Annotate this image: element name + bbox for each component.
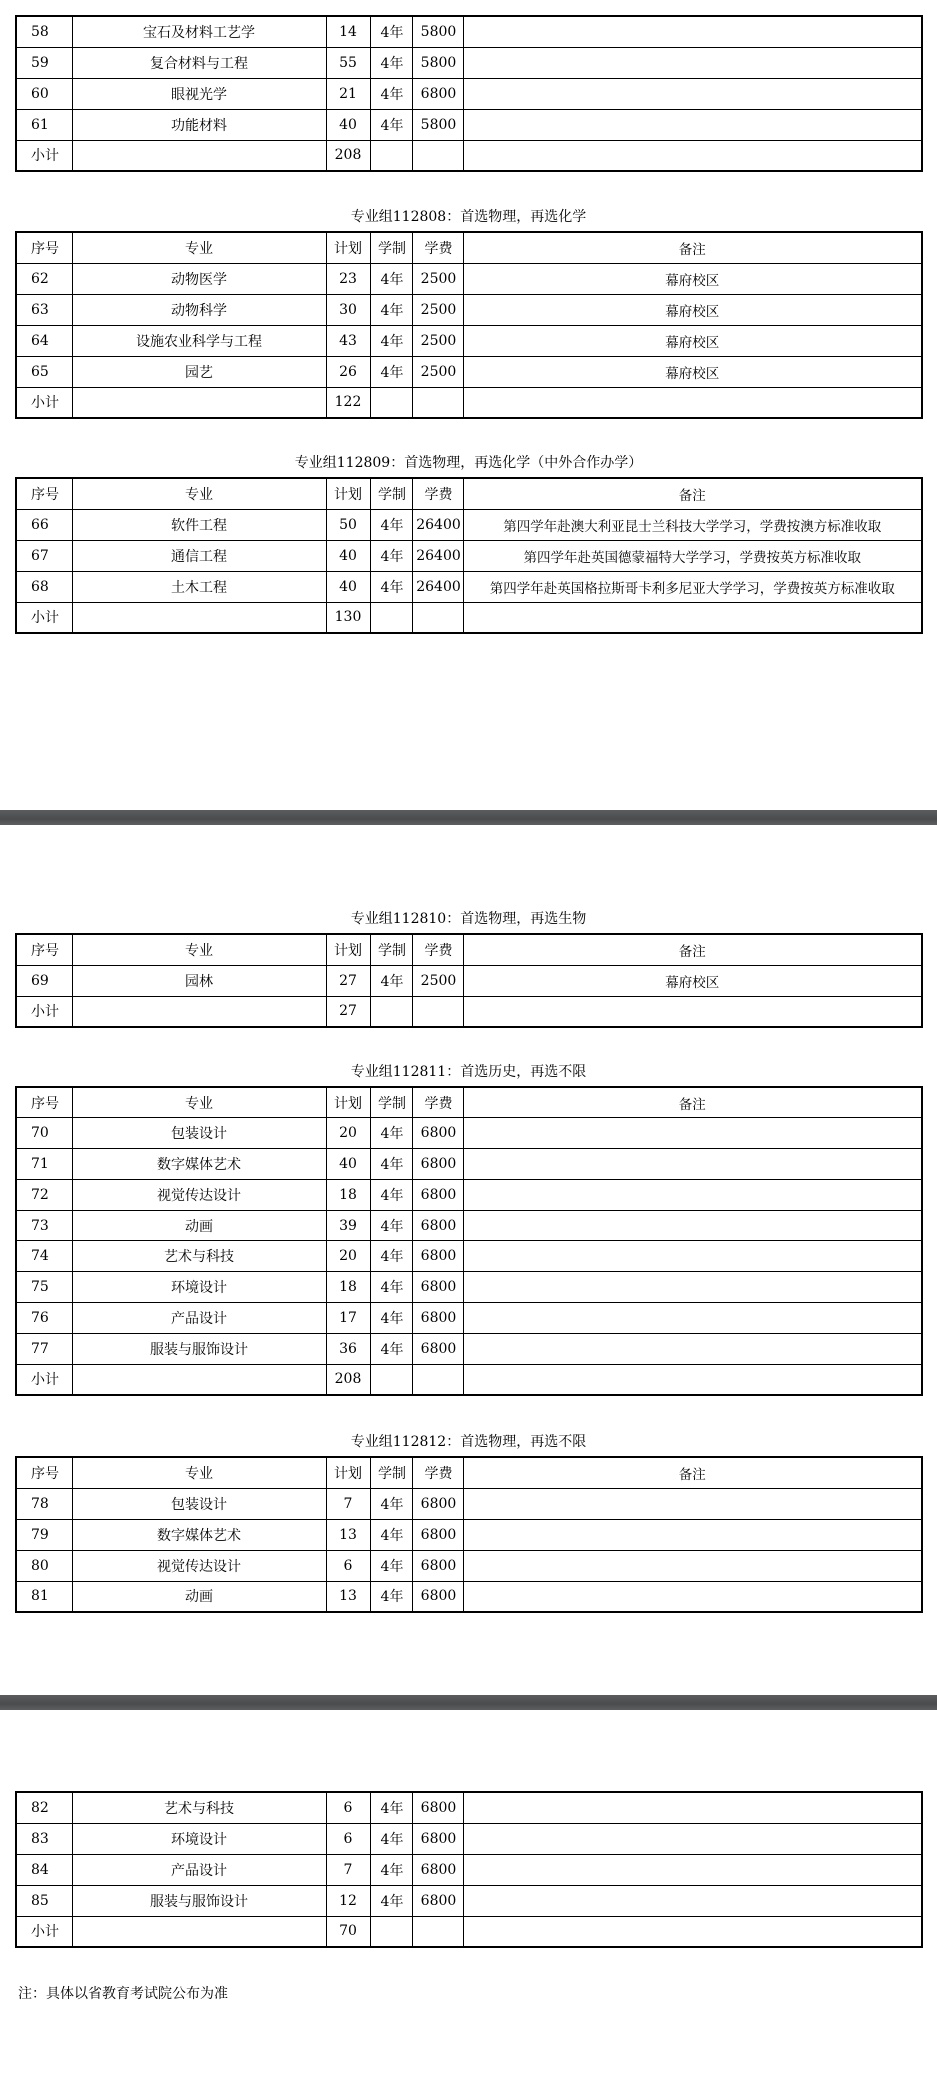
cell-no: 66 xyxy=(16,509,72,540)
cell-no: 64 xyxy=(16,325,72,356)
cell-note: 幕府校区 xyxy=(463,263,922,294)
table-row xyxy=(16,571,922,602)
table-row xyxy=(16,1272,922,1303)
cell-major: 视觉传达设计 xyxy=(72,1179,326,1210)
header-note: 备注 xyxy=(463,232,922,263)
cell-note: 第四学年赴英国格拉斯哥卡利多尼亚大学学习，学费按英方标准收取 xyxy=(463,571,922,602)
cell-major: 动画 xyxy=(72,1210,326,1241)
cell-no: 70 xyxy=(16,1118,72,1149)
header-fee: 学费 xyxy=(412,232,463,263)
subtotal-empty xyxy=(72,602,326,633)
subtotal-row xyxy=(16,387,922,418)
cell-no: 67 xyxy=(16,540,72,571)
cell-fee: 6800 xyxy=(412,1823,463,1854)
table-row xyxy=(16,356,922,387)
cell-years: 4年 xyxy=(370,1550,412,1581)
cell-major: 包装设计 xyxy=(72,1488,326,1519)
cell-note xyxy=(463,78,922,109)
cell-major: 数字媒体艺术 xyxy=(72,1149,326,1180)
table-row xyxy=(16,325,922,356)
cell-years: 4年 xyxy=(370,1885,412,1916)
header-major: 专业 xyxy=(72,1457,326,1488)
cell-no: 63 xyxy=(16,294,72,325)
cell-years: 4年 xyxy=(370,1792,412,1823)
cell-years: 4年 xyxy=(370,1179,412,1210)
cell-fee: 6800 xyxy=(412,1854,463,1885)
table-row xyxy=(16,1179,922,1210)
cell-major: 眼视光学 xyxy=(72,78,326,109)
header-fee: 学费 xyxy=(412,934,463,965)
cell-fee: 6800 xyxy=(412,1303,463,1334)
cell-years: 4年 xyxy=(370,571,412,602)
cell-plan: 40 xyxy=(326,1149,370,1180)
cell-no: 82 xyxy=(16,1792,72,1823)
header-plan: 计划 xyxy=(326,1457,370,1488)
subtotal-value: 27 xyxy=(326,996,370,1027)
header-major: 专业 xyxy=(72,1087,326,1118)
cell-years: 4年 xyxy=(370,109,412,140)
cell-years: 4年 xyxy=(370,16,412,47)
cell-plan: 36 xyxy=(326,1333,370,1364)
subtotal-empty xyxy=(412,387,463,418)
table-row xyxy=(16,47,922,78)
cell-plan: 13 xyxy=(326,1519,370,1550)
table-row xyxy=(16,1303,922,1334)
header-plan: 计划 xyxy=(326,232,370,263)
cell-no: 84 xyxy=(16,1854,72,1885)
cell-major: 服装与服饰设计 xyxy=(72,1333,326,1364)
subtotal-empty xyxy=(72,996,326,1027)
cell-major: 艺术与科技 xyxy=(72,1241,326,1272)
header-years: 学制 xyxy=(370,1087,412,1118)
cell-fee: 6800 xyxy=(412,1272,463,1303)
cell-plan: 39 xyxy=(326,1210,370,1241)
cell-no: 59 xyxy=(16,47,72,78)
cell-years: 4年 xyxy=(370,509,412,540)
cell-fee: 6800 xyxy=(412,1488,463,1519)
header-years: 学制 xyxy=(370,1457,412,1488)
group-title: 专业组112812：首选物理，再选不限 xyxy=(350,1434,587,1450)
header-no: 序号 xyxy=(16,232,72,263)
cell-plan: 7 xyxy=(326,1854,370,1885)
subtotal-label: 小计 xyxy=(16,996,72,1027)
cell-years: 4年 xyxy=(370,1210,412,1241)
cell-plan: 12 xyxy=(326,1885,370,1916)
cell-note xyxy=(463,1303,922,1334)
header-fee: 学费 xyxy=(412,1457,463,1488)
cell-fee: 26400 xyxy=(412,509,463,540)
cell-note xyxy=(463,1854,922,1885)
cell-note xyxy=(463,1118,922,1149)
cell-no: 62 xyxy=(16,263,72,294)
group-title: 专业组112811：首选历史，再选不限 xyxy=(350,1064,587,1080)
subtotal-label: 小计 xyxy=(16,602,72,633)
table-row xyxy=(16,16,922,47)
cell-fee: 6800 xyxy=(412,1179,463,1210)
cell-fee: 6800 xyxy=(412,1550,463,1581)
cell-note: 幕府校区 xyxy=(463,294,922,325)
cell-major: 动画 xyxy=(72,1581,326,1612)
cell-no: 58 xyxy=(16,16,72,47)
cell-note xyxy=(463,1550,922,1581)
table-row xyxy=(16,1885,922,1916)
cell-major: 包装设计 xyxy=(72,1118,326,1149)
cell-fee: 5800 xyxy=(412,47,463,78)
cell-major: 动物科学 xyxy=(72,294,326,325)
table-group-112810 xyxy=(15,933,923,1028)
cell-no: 73 xyxy=(16,1210,72,1241)
table-group-112808 xyxy=(15,231,923,419)
subtotal-empty xyxy=(370,140,412,171)
subtotal-empty xyxy=(370,996,412,1027)
cell-fee: 6800 xyxy=(412,1118,463,1149)
subtotal-label: 小计 xyxy=(16,140,72,171)
header-note: 备注 xyxy=(463,934,922,965)
subtotal-empty xyxy=(463,1364,922,1395)
table-row xyxy=(16,1210,922,1241)
cell-plan: 20 xyxy=(326,1241,370,1272)
cell-fee: 5800 xyxy=(412,109,463,140)
header-plan: 计划 xyxy=(326,1087,370,1118)
subtotal-label: 小计 xyxy=(16,1916,72,1947)
subtotal-empty xyxy=(72,140,326,171)
cell-years: 4年 xyxy=(370,540,412,571)
cell-years: 4年 xyxy=(370,263,412,294)
cell-no: 80 xyxy=(16,1550,72,1581)
table-row xyxy=(16,1823,922,1854)
cell-no: 65 xyxy=(16,356,72,387)
table-row xyxy=(16,1333,922,1364)
subtotal-empty xyxy=(412,602,463,633)
cell-major: 环境设计 xyxy=(72,1823,326,1854)
subtotal-row xyxy=(16,1364,922,1395)
subtotal-value: 70 xyxy=(326,1916,370,1947)
cell-no: 72 xyxy=(16,1179,72,1210)
header-major: 专业 xyxy=(72,478,326,509)
cell-fee: 2500 xyxy=(412,263,463,294)
cell-plan: 21 xyxy=(326,78,370,109)
cell-plan: 6 xyxy=(326,1823,370,1854)
cell-note: 第四学年赴英国德蒙福特大学学习，学费按英方标准收取 xyxy=(463,540,922,571)
table-row xyxy=(16,1149,922,1180)
cell-plan: 20 xyxy=(326,1118,370,1149)
cell-fee: 26400 xyxy=(412,540,463,571)
cell-fee: 6800 xyxy=(412,1149,463,1180)
table-row xyxy=(16,1854,922,1885)
table-header-row xyxy=(16,478,922,509)
group-title: 专业组112808：首选物理，再选化学 xyxy=(350,209,587,225)
subtotal-value: 130 xyxy=(326,602,370,633)
cell-years: 4年 xyxy=(370,356,412,387)
header-note: 备注 xyxy=(463,1087,922,1118)
subtotal-empty xyxy=(463,387,922,418)
cell-no: 81 xyxy=(16,1581,72,1612)
cell-no: 79 xyxy=(16,1519,72,1550)
cell-note xyxy=(463,1488,922,1519)
cell-no: 71 xyxy=(16,1149,72,1180)
cell-fee: 26400 xyxy=(412,571,463,602)
cell-fee: 2500 xyxy=(412,325,463,356)
cell-note: 第四学年赴澳大利亚昆士兰科技大学学习，学费按澳方标准收取 xyxy=(463,509,922,540)
subtotal-empty xyxy=(72,1364,326,1395)
header-note: 备注 xyxy=(463,478,922,509)
header-no: 序号 xyxy=(16,1457,72,1488)
header-fee: 学费 xyxy=(412,1087,463,1118)
subtotal-empty xyxy=(412,996,463,1027)
cell-note xyxy=(463,1581,922,1612)
subtotal-row xyxy=(16,996,922,1027)
cell-no: 61 xyxy=(16,109,72,140)
cell-note xyxy=(463,1823,922,1854)
cell-years: 4年 xyxy=(370,1581,412,1612)
table-header-row xyxy=(16,934,922,965)
cell-plan: 6 xyxy=(326,1550,370,1581)
cell-major: 通信工程 xyxy=(72,540,326,571)
table-row xyxy=(16,1792,922,1823)
table-row xyxy=(16,540,922,571)
header-no: 序号 xyxy=(16,478,72,509)
table-row xyxy=(16,1550,922,1581)
subtotal-value: 208 xyxy=(326,140,370,171)
cell-plan: 23 xyxy=(326,263,370,294)
page-divider xyxy=(0,810,937,825)
cell-years: 4年 xyxy=(370,965,412,996)
cell-years: 4年 xyxy=(370,1488,412,1519)
header-no: 序号 xyxy=(16,934,72,965)
cell-plan: 40 xyxy=(326,109,370,140)
header-plan: 计划 xyxy=(326,478,370,509)
cell-fee: 6800 xyxy=(412,1581,463,1612)
cell-no: 85 xyxy=(16,1885,72,1916)
table-row xyxy=(16,1241,922,1272)
cell-note xyxy=(463,1792,922,1823)
cell-fee: 6800 xyxy=(412,1333,463,1364)
cell-plan: 50 xyxy=(326,509,370,540)
table-row xyxy=(16,263,922,294)
cell-major: 园艺 xyxy=(72,356,326,387)
table-row xyxy=(16,78,922,109)
cell-note xyxy=(463,1519,922,1550)
cell-years: 4年 xyxy=(370,1241,412,1272)
cell-major: 软件工程 xyxy=(72,509,326,540)
subtotal-empty xyxy=(463,602,922,633)
header-plan: 计划 xyxy=(326,934,370,965)
cell-note: 幕府校区 xyxy=(463,325,922,356)
cell-no: 83 xyxy=(16,1823,72,1854)
cell-no: 69 xyxy=(16,965,72,996)
table-group-112811 xyxy=(15,1086,923,1396)
cell-plan: 7 xyxy=(326,1488,370,1519)
subtotal-row xyxy=(16,602,922,633)
cell-plan: 18 xyxy=(326,1179,370,1210)
table-group-112809 xyxy=(15,477,923,634)
subtotal-value: 122 xyxy=(326,387,370,418)
subtotal-empty xyxy=(72,1916,326,1947)
header-no: 序号 xyxy=(16,1087,72,1118)
cell-plan: 40 xyxy=(326,571,370,602)
cell-no: 68 xyxy=(16,571,72,602)
cell-plan: 18 xyxy=(326,1272,370,1303)
subtotal-label: 小计 xyxy=(16,1364,72,1395)
cell-fee: 6800 xyxy=(412,78,463,109)
cell-major: 土木工程 xyxy=(72,571,326,602)
cell-major: 产品设计 xyxy=(72,1854,326,1885)
table-row xyxy=(16,294,922,325)
cell-fee: 2500 xyxy=(412,294,463,325)
cell-years: 4年 xyxy=(370,1519,412,1550)
cell-major: 产品设计 xyxy=(72,1303,326,1334)
table-row xyxy=(16,109,922,140)
subtotal-empty xyxy=(412,1916,463,1947)
subtotal-empty xyxy=(370,387,412,418)
cell-note xyxy=(463,109,922,140)
cell-fee: 5800 xyxy=(412,16,463,47)
subtotal-empty xyxy=(412,1364,463,1395)
cell-note xyxy=(463,1333,922,1364)
header-years: 学制 xyxy=(370,934,412,965)
table-row xyxy=(16,509,922,540)
cell-note xyxy=(463,1179,922,1210)
table-header-row xyxy=(16,232,922,263)
cell-major: 设施农业科学与工程 xyxy=(72,325,326,356)
group-title: 专业组112809：首选物理，再选化学（中外合作办学） xyxy=(294,455,643,471)
subtotal-value: 208 xyxy=(326,1364,370,1395)
footnote: 注：具体以省教育考试院公布为准 xyxy=(18,1986,228,2002)
cell-note xyxy=(463,16,922,47)
group-title: 专业组112810：首选物理，再选生物 xyxy=(350,911,587,927)
table-row xyxy=(16,1118,922,1149)
subtotal-empty xyxy=(72,387,326,418)
header-major: 专业 xyxy=(72,934,326,965)
subtotal-empty xyxy=(463,1916,922,1947)
cell-note: 幕府校区 xyxy=(463,356,922,387)
cell-years: 4年 xyxy=(370,1303,412,1334)
cell-major: 艺术与科技 xyxy=(72,1792,326,1823)
header-years: 学制 xyxy=(370,478,412,509)
subtotal-empty xyxy=(370,1916,412,1947)
cell-plan: 6 xyxy=(326,1792,370,1823)
cell-plan: 14 xyxy=(326,16,370,47)
cell-years: 4年 xyxy=(370,1149,412,1180)
cell-plan: 13 xyxy=(326,1581,370,1612)
cell-years: 4年 xyxy=(370,1854,412,1885)
cell-no: 77 xyxy=(16,1333,72,1364)
cell-years: 4年 xyxy=(370,1118,412,1149)
cell-plan: 55 xyxy=(326,47,370,78)
cell-years: 4年 xyxy=(370,47,412,78)
table-header-row xyxy=(16,1087,922,1118)
cell-note xyxy=(463,1272,922,1303)
cell-note xyxy=(463,47,922,78)
cell-major: 动物医学 xyxy=(72,263,326,294)
cell-major: 园林 xyxy=(72,965,326,996)
header-note: 备注 xyxy=(463,1457,922,1488)
cell-note: 幕府校区 xyxy=(463,965,922,996)
cell-plan: 40 xyxy=(326,540,370,571)
cell-note xyxy=(463,1210,922,1241)
cell-plan: 17 xyxy=(326,1303,370,1334)
cell-years: 4年 xyxy=(370,1333,412,1364)
cell-major: 功能材料 xyxy=(72,109,326,140)
table-group-112812 xyxy=(15,1456,923,1613)
header-years: 学制 xyxy=(370,232,412,263)
cell-no: 60 xyxy=(16,78,72,109)
cell-note xyxy=(463,1149,922,1180)
cell-years: 4年 xyxy=(370,78,412,109)
cell-no: 78 xyxy=(16,1488,72,1519)
cell-major: 环境设计 xyxy=(72,1272,326,1303)
table-group-continued-2 xyxy=(15,1791,923,1948)
cell-years: 4年 xyxy=(370,325,412,356)
cell-plan: 30 xyxy=(326,294,370,325)
cell-fee: 6800 xyxy=(412,1210,463,1241)
cell-fee: 6800 xyxy=(412,1792,463,1823)
cell-fee: 6800 xyxy=(412,1885,463,1916)
cell-fee: 6800 xyxy=(412,1519,463,1550)
cell-note xyxy=(463,1885,922,1916)
subtotal-empty xyxy=(370,602,412,633)
cell-years: 4年 xyxy=(370,1272,412,1303)
cell-plan: 43 xyxy=(326,325,370,356)
cell-years: 4年 xyxy=(370,1823,412,1854)
table-group-continued-1 xyxy=(15,15,923,172)
header-major: 专业 xyxy=(72,232,326,263)
cell-fee: 2500 xyxy=(412,356,463,387)
cell-major: 数字媒体艺术 xyxy=(72,1519,326,1550)
table-row xyxy=(16,1488,922,1519)
cell-fee: 2500 xyxy=(412,965,463,996)
table-header-row xyxy=(16,1457,922,1488)
subtotal-empty xyxy=(463,996,922,1027)
cell-no: 74 xyxy=(16,1241,72,1272)
cell-plan: 26 xyxy=(326,356,370,387)
cell-no: 75 xyxy=(16,1272,72,1303)
cell-note xyxy=(463,1241,922,1272)
page-divider xyxy=(0,1695,937,1710)
cell-major: 视觉传达设计 xyxy=(72,1550,326,1581)
subtotal-row xyxy=(16,140,922,171)
cell-major: 服装与服饰设计 xyxy=(72,1885,326,1916)
subtotal-empty xyxy=(370,1364,412,1395)
cell-years: 4年 xyxy=(370,294,412,325)
table-row xyxy=(16,965,922,996)
subtotal-empty xyxy=(412,140,463,171)
cell-plan: 27 xyxy=(326,965,370,996)
header-fee: 学费 xyxy=(412,478,463,509)
subtotal-row xyxy=(16,1916,922,1947)
cell-no: 76 xyxy=(16,1303,72,1334)
subtotal-empty xyxy=(463,140,922,171)
subtotal-label: 小计 xyxy=(16,387,72,418)
cell-major: 宝石及材料工艺学 xyxy=(72,16,326,47)
cell-major: 复合材料与工程 xyxy=(72,47,326,78)
table-row xyxy=(16,1519,922,1550)
cell-fee: 6800 xyxy=(412,1241,463,1272)
table-row xyxy=(16,1581,922,1612)
